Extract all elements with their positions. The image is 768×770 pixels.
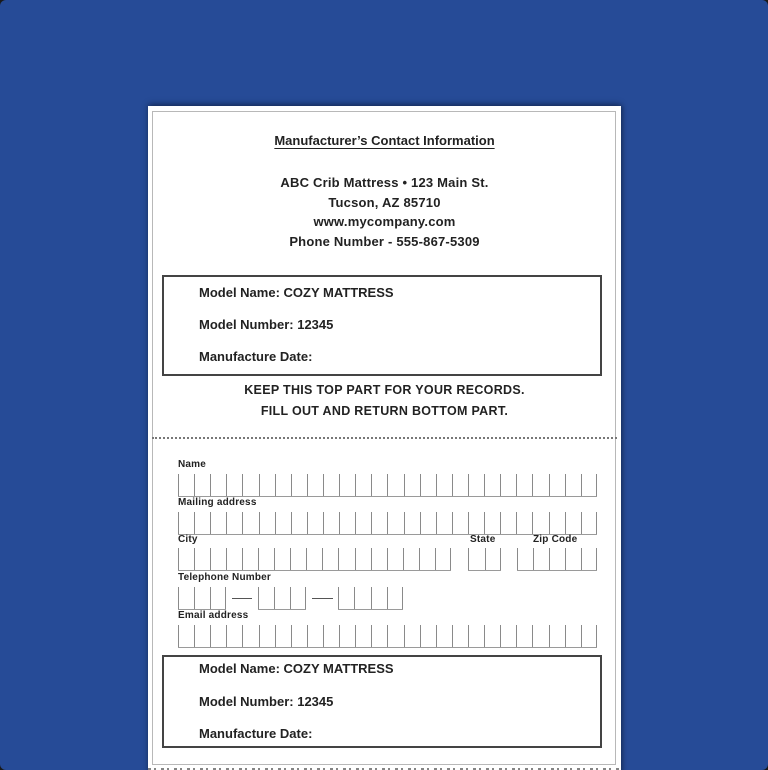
character-cell[interactable] — [275, 474, 291, 496]
character-cell[interactable] — [581, 625, 597, 647]
character-cell[interactable] — [420, 625, 436, 647]
character-cell[interactable] — [306, 548, 322, 570]
character-cell[interactable] — [259, 512, 275, 534]
character-cell[interactable] — [274, 587, 290, 609]
character-cell[interactable] — [226, 474, 242, 496]
name-label: Name — [178, 459, 207, 470]
top-model-name: Model Name: COZY MATTRESS — [199, 285, 394, 300]
mailing-address-input[interactable] — [178, 512, 597, 535]
character-cell[interactable] — [516, 474, 532, 496]
state-input[interactable] — [468, 548, 501, 571]
character-cell[interactable] — [500, 625, 516, 647]
character-cell[interactable] — [549, 474, 565, 496]
character-cell[interactable] — [532, 474, 548, 496]
character-cell[interactable] — [226, 548, 242, 570]
character-cell[interactable] — [468, 625, 484, 647]
character-cell[interactable] — [194, 548, 210, 570]
character-cell[interactable] — [452, 512, 468, 534]
character-cell[interactable] — [178, 512, 194, 534]
character-cell[interactable] — [436, 474, 452, 496]
character-cell[interactable] — [468, 474, 484, 496]
character-cell[interactable] — [549, 548, 565, 570]
email-input[interactable] — [178, 625, 597, 648]
character-cell[interactable] — [242, 548, 258, 570]
character-cell[interactable] — [371, 625, 387, 647]
character-cell[interactable] — [291, 474, 307, 496]
character-cell[interactable] — [484, 474, 500, 496]
state-label: State — [470, 534, 496, 545]
character-cell[interactable] — [387, 587, 403, 609]
character-cell[interactable] — [452, 474, 468, 496]
character-cell[interactable] — [355, 474, 371, 496]
character-cell[interactable] — [210, 512, 226, 534]
character-cell[interactable] — [419, 548, 435, 570]
character-cell[interactable] — [452, 625, 468, 647]
character-cell[interactable] — [259, 474, 275, 496]
character-cell[interactable] — [242, 512, 258, 534]
character-cell[interactable] — [307, 474, 323, 496]
character-cell[interactable] — [178, 548, 194, 570]
character-cell[interactable] — [258, 587, 274, 609]
character-cell[interactable] — [210, 587, 226, 609]
character-cell[interactable] — [354, 587, 370, 609]
character-cell[interactable] — [565, 548, 581, 570]
character-cell[interactable] — [210, 474, 226, 496]
city-label: City — [178, 534, 198, 545]
company-address-line1: ABC Crib Mattress • 123 Main St. — [280, 175, 489, 190]
company-website: www.mycompany.com — [313, 214, 456, 229]
character-cell[interactable] — [532, 512, 548, 534]
telephone-line-number-input[interactable] — [338, 587, 403, 610]
character-cell[interactable] — [549, 625, 565, 647]
character-cell[interactable] — [178, 625, 194, 647]
character-cell[interactable] — [355, 625, 371, 647]
character-cell[interactable] — [242, 625, 258, 647]
character-cell[interactable] — [242, 474, 258, 496]
character-cell[interactable] — [468, 548, 485, 570]
character-cell[interactable] — [291, 512, 307, 534]
character-cell[interactable] — [517, 548, 533, 570]
character-cell[interactable] — [290, 587, 306, 609]
character-cell[interactable] — [581, 512, 597, 534]
telephone-dash — [312, 598, 333, 599]
character-cell[interactable] — [339, 625, 355, 647]
character-cell[interactable] — [549, 512, 565, 534]
character-cell[interactable] — [436, 625, 452, 647]
telephone-prefix-input[interactable] — [258, 587, 306, 610]
character-cell[interactable] — [178, 474, 194, 496]
character-cell[interactable] — [581, 548, 597, 570]
character-cell[interactable] — [533, 548, 549, 570]
character-cell[interactable] — [500, 512, 516, 534]
character-cell[interactable] — [371, 512, 387, 534]
character-cell[interactable] — [435, 548, 451, 570]
character-cell[interactable] — [468, 512, 484, 534]
return-notice: FILL OUT AND RETURN BOTTOM PART. — [260, 404, 509, 418]
email-label: Email address — [178, 610, 249, 621]
character-cell[interactable] — [420, 512, 436, 534]
character-cell[interactable] — [404, 512, 420, 534]
keep-notice: KEEP THIS TOP PART FOR YOUR RECORDS. — [244, 383, 525, 397]
character-cell[interactable] — [371, 474, 387, 496]
character-cell[interactable] — [339, 474, 355, 496]
character-cell[interactable] — [565, 625, 581, 647]
character-cell[interactable] — [420, 474, 436, 496]
bottom-model-name: Model Name: COZY MATTRESS — [199, 661, 394, 676]
tear-line[interactable] — [152, 437, 617, 439]
character-cell[interactable] — [323, 625, 339, 647]
character-cell[interactable] — [275, 625, 291, 647]
telephone-area-code-input[interactable] — [178, 587, 226, 610]
contact-info-title: Manufacturer’s Contact Information — [274, 133, 495, 148]
character-cell[interactable] — [307, 625, 323, 647]
character-cell[interactable] — [404, 625, 420, 647]
top-manufacture-date: Manufacture Date: — [199, 349, 313, 364]
character-cell[interactable] — [307, 512, 323, 534]
character-cell[interactable] — [210, 548, 226, 570]
character-cell[interactable] — [291, 625, 307, 647]
company-address-line2: Tucson, AZ 85710 — [328, 195, 441, 210]
mailing-address-label: Mailing address — [178, 497, 257, 508]
character-cell[interactable] — [484, 625, 500, 647]
top-model-number: Model Number: 12345 — [199, 317, 334, 332]
character-cell[interactable] — [323, 474, 339, 496]
character-cell[interactable] — [404, 474, 420, 496]
character-cell[interactable] — [226, 512, 242, 534]
top-model-info-box — [162, 275, 602, 376]
zip-code-label: Zip Code — [533, 534, 578, 545]
company-phone: Phone Number - 555-867-5309 — [289, 234, 480, 249]
character-cell[interactable] — [387, 474, 403, 496]
character-cell[interactable] — [500, 474, 516, 496]
character-cell[interactable] — [259, 625, 275, 647]
character-cell[interactable] — [581, 474, 597, 496]
bottom-manufacture-date: Manufacture Date: — [199, 726, 313, 741]
character-cell[interactable] — [387, 548, 403, 570]
character-cell[interactable] — [516, 625, 532, 647]
character-cell[interactable] — [274, 548, 290, 570]
character-cell[interactable] — [387, 625, 403, 647]
character-cell[interactable] — [210, 625, 226, 647]
character-cell[interactable] — [338, 548, 354, 570]
name-input[interactable] — [178, 474, 597, 497]
character-cell[interactable] — [436, 512, 452, 534]
character-cell[interactable] — [484, 512, 500, 534]
character-cell[interactable] — [226, 625, 242, 647]
telephone-dash — [232, 598, 252, 599]
bottom-model-info-box — [162, 655, 602, 748]
character-cell[interactable] — [371, 548, 387, 570]
character-cell[interactable] — [258, 548, 274, 570]
character-cell[interactable] — [322, 548, 338, 570]
character-cell[interactable] — [194, 587, 210, 609]
telephone-label: Telephone Number — [178, 572, 272, 583]
character-cell[interactable] — [178, 587, 194, 609]
character-cell[interactable] — [403, 548, 419, 570]
bottom-model-number: Model Number: 12345 — [199, 694, 334, 709]
character-cell[interactable] — [194, 474, 210, 496]
character-cell[interactable] — [565, 512, 581, 534]
character-cell[interactable] — [323, 512, 339, 534]
character-cell[interactable] — [355, 512, 371, 534]
character-cell[interactable] — [387, 512, 403, 534]
character-cell[interactable] — [339, 512, 355, 534]
character-cell[interactable] — [338, 587, 354, 609]
character-cell[interactable] — [290, 548, 306, 570]
character-cell[interactable] — [516, 512, 532, 534]
character-cell[interactable] — [355, 548, 371, 570]
character-cell[interactable] — [532, 625, 548, 647]
character-cell[interactable] — [194, 512, 210, 534]
character-cell[interactable] — [194, 625, 210, 647]
zip-code-input[interactable] — [517, 548, 597, 571]
character-cell[interactable] — [485, 548, 502, 570]
character-cell[interactable] — [275, 512, 291, 534]
registration-card — [148, 106, 621, 770]
character-cell[interactable] — [565, 474, 581, 496]
city-input[interactable] — [178, 548, 451, 571]
character-cell[interactable] — [371, 587, 387, 609]
